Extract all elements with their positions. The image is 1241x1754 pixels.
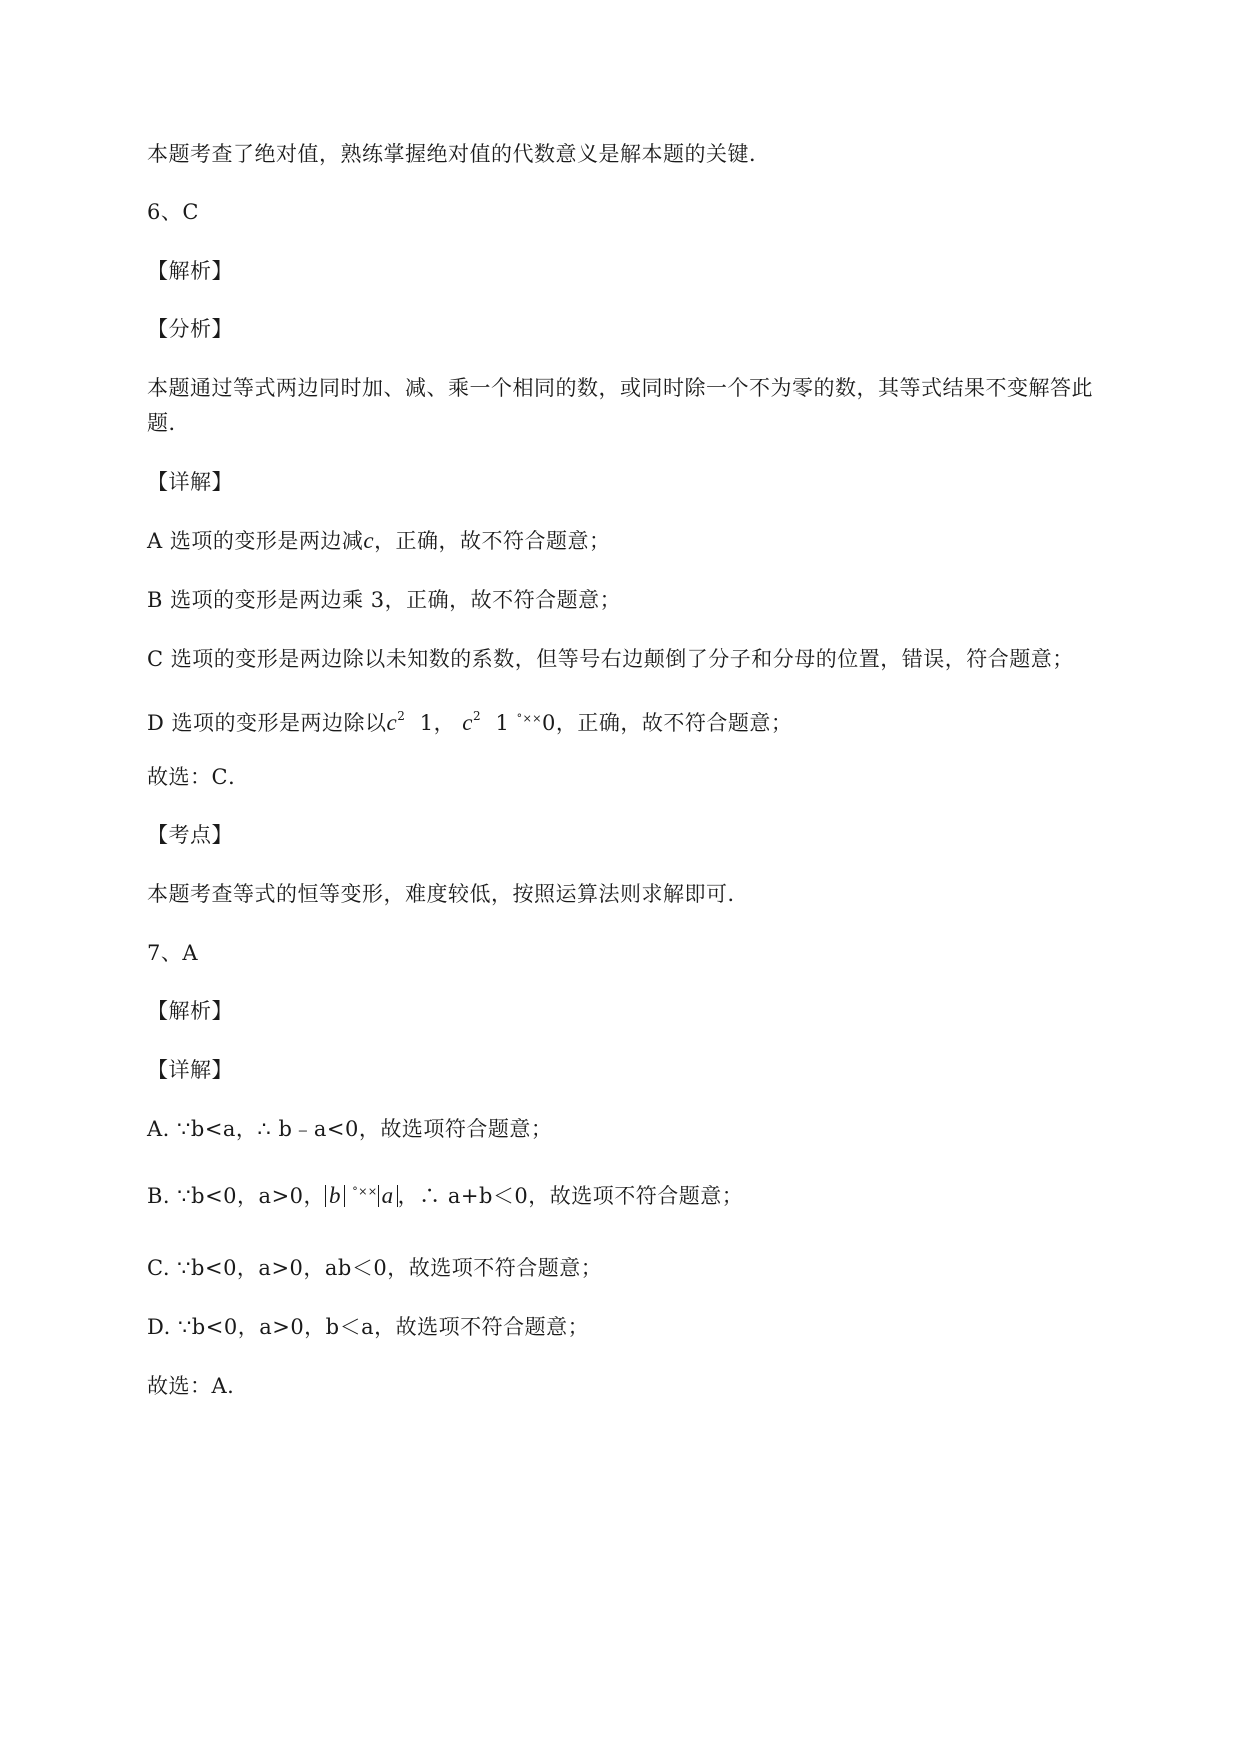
choice-q6: 故选：C． [147,765,250,789]
option-d-q6-after: 0，正确，故不符合题意； [542,711,793,735]
garbled-symbol: °×× [516,712,543,725]
option-b-q6: B 选项的变形是两边乘 3，正确，故不符合题意； [147,588,622,612]
option-a-q6 [147,526,611,556]
heading-analysis-q6: 【解析】 [147,259,233,283]
kaodian-text-q6: 本题考查等式的恒等变形，难度较低，按照运算法则求解即可． [147,882,749,906]
heading-detail-q7: 【详解】 [147,1058,233,1082]
option-a-q7: A. ∵b<a，∴ b﹣a<0，故选项符合题意； [147,1117,553,1141]
heading-fenxi-q6: 【分析】 [147,317,233,341]
option-c-q6: C 选项的变形是两边除以未知数的系数，但等号右边颠倒了分子和分母的位置，错误，符合题意； [147,647,1074,671]
garbled-symbol-2: °×× [352,1185,378,1198]
heading-analysis-q7: 【解析】 [147,999,233,1023]
heading-detail-q6: 【详解】 [147,470,233,494]
option-a-q6-before: A 选项的变形是两边减 [147,529,364,553]
exponent-1: 2 [397,709,406,723]
variable-c: c [363,528,375,553]
option-b-q7-before: B. ∵b<0，a>0， [147,1184,326,1208]
answer-q7: 7、A [147,941,199,965]
option-b-q7 [147,1181,743,1215]
analysis-text-line2: 题． [147,411,190,435]
option-d-q6-mid1: 1， [419,711,456,735]
option-a-q6-after: ，正确，故不符合题意； [374,529,611,553]
analysis-text-line1: 本题通过等式两边同时加、减、乘一个相同的数，或同时除一个不为零的数，其等式结果不变解答此 [147,376,1093,400]
option-c-q7: C. ∵b<0，a>0，ab＜0，故选项不符合题意； [147,1256,603,1280]
abs-a: a [378,1185,398,1207]
answer-q6: 6、C [147,200,199,224]
option-d-q7: D. ∵b<0，a>0，b＜a，故选项不符合题意； [147,1315,590,1339]
option-b-q7-after: ，∴ a+b＜0，故选项不符合题意； [397,1184,744,1208]
summary-sentence-q5: 本题考查了绝对值，熟练掌握绝对值的代数意义是解本题的关键． [147,142,771,166]
heading-kaodian-q6: 【考点】 [147,823,233,847]
variable-c-2: c [462,710,474,735]
abs-b: b [325,1185,345,1207]
exponent-2: 2 [473,709,482,723]
option-d-q6-mid2: 1 [495,711,510,735]
option-d-q6 [147,703,792,742]
variable-c-1: c [386,710,398,735]
choice-q7: 故选：A. [147,1374,235,1398]
option-d-q6-before: D 选项的变形是两边除以 [147,711,387,735]
